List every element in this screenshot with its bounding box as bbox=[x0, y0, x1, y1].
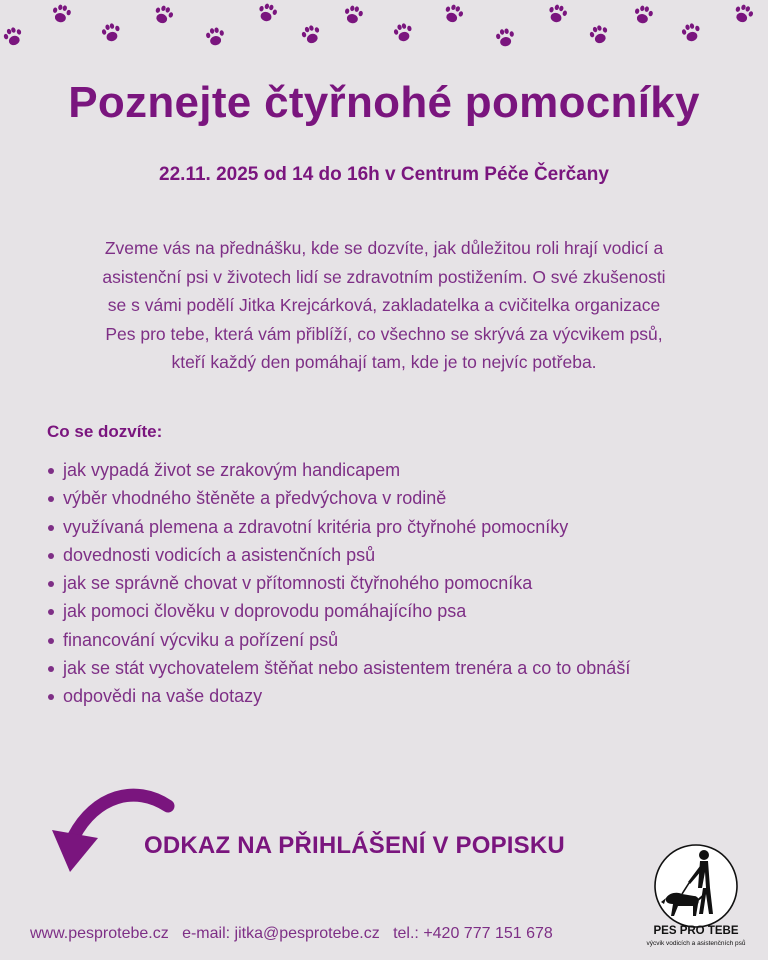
logo-tagline: výcvik vodicích a asistenčních psů bbox=[646, 940, 746, 947]
intro-line: asistenční psi v životech lidí se zdravotním postižením. O své zkušenosti bbox=[102, 266, 666, 287]
topic-item: jak pomoci člověku v doprovodu pomáhajícího psa bbox=[46, 597, 706, 625]
topic-item: dovednosti vodicích a asistenčních psů bbox=[46, 541, 706, 569]
paw-print-icon bbox=[439, 0, 467, 28]
page-title: Poznejte čtyřnohé pomocníky bbox=[68, 78, 700, 127]
paw-print-icon bbox=[729, 0, 757, 28]
paw-print-icon bbox=[254, 0, 281, 26]
topic-item: jak vypadá život se zrakovým handicapem bbox=[46, 456, 706, 484]
paw-print-icon bbox=[678, 20, 705, 47]
paw-print-border bbox=[0, 0, 768, 60]
logo-name: PES PRO TEBE bbox=[653, 925, 739, 937]
topic-item: odpovědi na vaše dotazy bbox=[46, 682, 706, 710]
intro-line: se s vámi podělí Jitka Krejcárková, zakladatelka a cvičitelka organizace bbox=[107, 295, 661, 315]
paw-print-icon bbox=[340, 2, 365, 27]
paw-print-icon bbox=[630, 2, 655, 27]
contact-footer bbox=[30, 925, 553, 943]
topics-heading: Co se dozvíte: bbox=[47, 422, 163, 441]
topic-item: jak se stát vychovatelem štěňat nebo asistentem trenéra a co to obnáší bbox=[46, 654, 706, 682]
phone-number: tel.: +420 777 151 678 bbox=[393, 925, 553, 942]
paw-print-icon bbox=[585, 21, 613, 49]
paw-print-icon bbox=[390, 20, 417, 47]
topic-item: financování výcviku a pořízení psů bbox=[46, 626, 706, 654]
paw-print-icon bbox=[202, 24, 227, 49]
email-address[interactable]: e-mail: jitka@pesprotebe.cz bbox=[182, 925, 380, 942]
intro-line: Pes pro tebe, která vám přiblíží, co všechno se skrývá za výcvikem psů, bbox=[105, 323, 663, 344]
topics-list bbox=[46, 456, 706, 711]
intro-line: kteří každý den pomáhají tam, kde je to nejvíc potřeba. bbox=[171, 352, 597, 372]
paw-print-icon bbox=[149, 1, 177, 29]
intro-paragraph bbox=[40, 234, 728, 377]
event-date-location: 22.11. 2025 od 14 do 16h v Centrum Péče Čerčany bbox=[159, 164, 609, 185]
paw-print-icon bbox=[492, 25, 517, 50]
paw-print-icon bbox=[98, 20, 125, 47]
paw-print-icon bbox=[544, 1, 571, 28]
topic-item: využívaná plemena a zdravotní kritéria pro čtyřnohé pomocníky bbox=[46, 513, 706, 541]
paw-print-icon bbox=[297, 21, 325, 49]
paw-print-icon bbox=[48, 1, 73, 26]
topic-item: výběr vhodného štěněte a předvýchova v rodině bbox=[46, 484, 706, 512]
intro-line: Zveme vás na přednášku, kde se dozvíte, jak důležitou roli hrají vodicí a bbox=[104, 238, 664, 258]
registration-link-note: ODKAZ NA PŘIHLÁŠENÍ V POPISKU bbox=[144, 832, 565, 859]
paw-print-icon bbox=[0, 23, 27, 51]
website-link[interactable]: www.pesprotebe.cz bbox=[30, 925, 169, 942]
pes-pro-tebe-logo bbox=[648, 842, 744, 954]
topic-item: jak se správně chovat v přítomnosti čtyřnohého pomocníka bbox=[46, 569, 706, 597]
